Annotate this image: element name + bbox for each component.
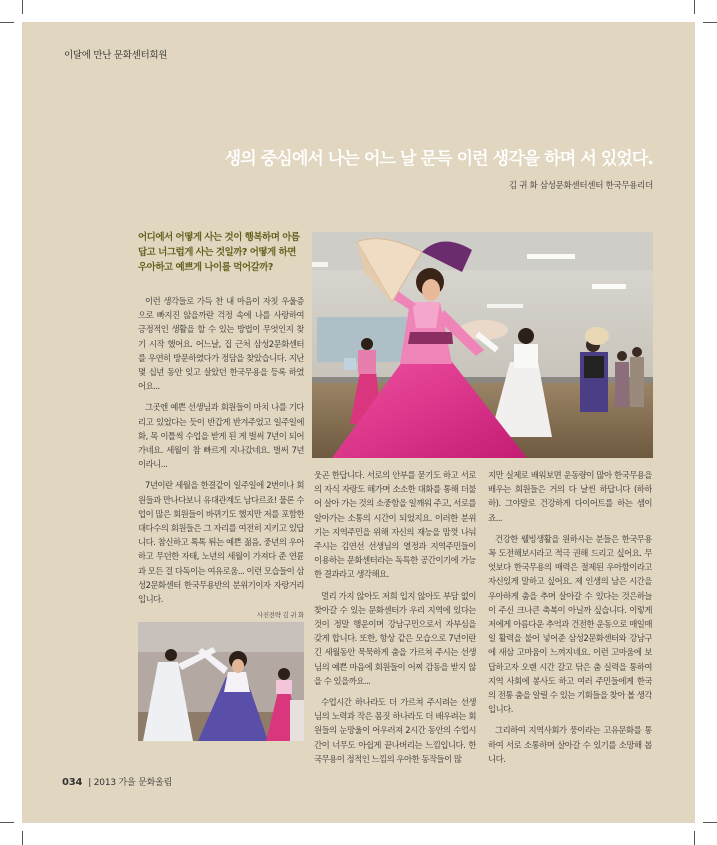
photo-credit: 사진전략 김 귀 화 (256, 611, 304, 619)
paragraph: 그리하여 지역사회가 풍이라는 고유문화를 통하여 서로 소통하며 살아갈 수 있기를 소망해 봅니다. (488, 725, 652, 764)
text-column-3 (488, 468, 652, 778)
headline: 생의 중심에서 나는 어느 날 문득 이런 생각을 하며 서 있었다. (224, 149, 653, 169)
crop-mark (694, 0, 695, 14)
dancers-white-hanbok-photo (138, 622, 304, 741)
crop-mark (703, 22, 717, 23)
paragraph: 건강한 웰빙생활을 원하시는 분들은 한국무용 꼭 도전해보시라고 적극 권해 드리고 싶어요. 무엇보다 한국무용의 매력은 절제된 우아함이라고 자신있게 말하고 싶어요. 제 인생의 남은 시간을 우아하게 춤을 추며 살아갈 수 있다는 것은하늘이 주신 크나큰 축복이 아닐까 싶습니다. 이렇게 저에게 아름다운 추억과 건전한 운동으로 매일매일 활력을 불어 넣어준 삼성2문화센터와 강남구에 새삼 고마움이 느껴지네요. 이런 고마움에 보답하고자 오랜 시간 갈고 닦은 춤 실력을 통하여 지역 사회에 봉사도 하고 여러 주민들에게 한국의 전통 춤을 알릴 수 있는 기회들을 찾아 볼 생각입니다. (488, 533, 652, 715)
dance-class-photo (312, 232, 653, 458)
crop-mark (22, 831, 23, 845)
crop-mark (0, 22, 14, 23)
crop-mark (694, 831, 695, 845)
text-column-1 (138, 294, 304, 610)
paragraph: 수업시간 하나라도 더 가르쳐 주시려는 선생님의 노력과 작은 몸짓 하나라도 더 배우려는 회원들의 눈망울이 어우러져 2시간 동안의 수업시간이 너무도 아쉽게 끝나버리는 느낌입니다. 한국무용이 정적인 느낌의 우아한 동작들이 많 (314, 697, 476, 764)
issue-label: | 2013 가을 문화올림 (88, 778, 173, 788)
crop-mark (22, 0, 23, 14)
paragraph: 웃곤 한답니다. 서로의 안부를 묻기도 하고 서로의 자식 자랑도 해가며 소소한 대화를 통해 더불어 살아 가는 것의 소중함을 일깨워 주고, 서로를 알아가는 소통의 시간이 되었지요. 이러한 분위기는 지역주민을 위해 자신의 재능을 맘껏 나눠 주시는 김연선 선생님의 열정과 지역주민들이 이용하는 문화센터라는 독특한 공간이기에 가능한 결과라고 생각해요. (314, 470, 476, 580)
paragraph: 7년이란 세월을 한결같이 일주일에 2번이나 회원들과 만나다보니 유대관계도 남다르죠! 물론 수업이 많은 회원들이 바뀌기도 했지만 저를 포함한 대다수의 회원들은 그 자리를 여전히 지키고 있답니다. 참신하고 톡톡 튀는 예쁜 젊음, 중년의 우아하고 무던한 자태, 노년의 세월이 가져다 준 연륜과 모든 걸 다독이는 여유로움... 이런 모습들이 삼성2문화센터 한국무용반의 분위기이자 자랑거리입니다. (138, 480, 304, 605)
byline: 김 귀 화 삼성문화센터센터 한국무용리더 (508, 181, 653, 191)
paragraph: 멀리 가지 않아도 저희 입지 않아도 부담 없이 찾아갈 수 있는 문화센터가 우리 지역에 있다는 것이 정말 행운이며 강남구민으로서 자부심을 갖게 합니다. 또한, 항상 같은 모습으로 7년이란 긴 세월동안 묵묵하게 춤을 가르쳐 주시는 선생님의 예쁜 마음에 회원들이 어찌 감동을 받지 않을 수 있을까요... (314, 590, 476, 686)
section-label: 이달에 만난 문화센터회원 (64, 50, 168, 61)
magazine-page (22, 22, 695, 823)
crop-mark (703, 822, 717, 823)
text-column-2 (314, 468, 476, 778)
paragraph: 그곳엔 예쁜 선생님과 회원들이 마치 나를 기다리고 있었다는 듯이 반갑게 반겨주었고 일주일에 화, 목 이틀씩 수업을 받게 된 게 벌써 7년이 되어가네요. 세월이 참 빠르게 지나갔네요. 벌써 7년이라니... (138, 402, 304, 470)
crop-mark (0, 822, 14, 823)
paragraph: 지만 실제로 배워보면 운동량이 많아 한국무용을 배우는 회원들은 거의 다 날씬 하답니다 (하하하). 그야말로 건강하게 다이어트를 하는 셈이죠... (488, 470, 652, 523)
page-number: 034 (62, 777, 83, 788)
lead-question: 어디에서 어떻게 사는 것이 행복하며 아름답고 너그럽게 사는 것일까? 어떻게 하면 우아하고 예쁘게 나이를 먹어갈까? (138, 232, 300, 273)
paragraph: 이런 생각들로 가득 찬 내 마음이 자칫 우울증으로 빠지진 않을까란 걱정 속에 나를 사랑하여 긍정적인 생활을 할 수 있는 방법이 무엇인지 찾기 시작 했어요. 어느날, 집 근처 삼성2문화센터를 우연히 방문하였다가 정담을 찾았습니다. 지난 몇 십년 동안 잊고 살았던 한국무용을 등록 하였어요... (138, 296, 304, 392)
page-footer (62, 775, 172, 788)
